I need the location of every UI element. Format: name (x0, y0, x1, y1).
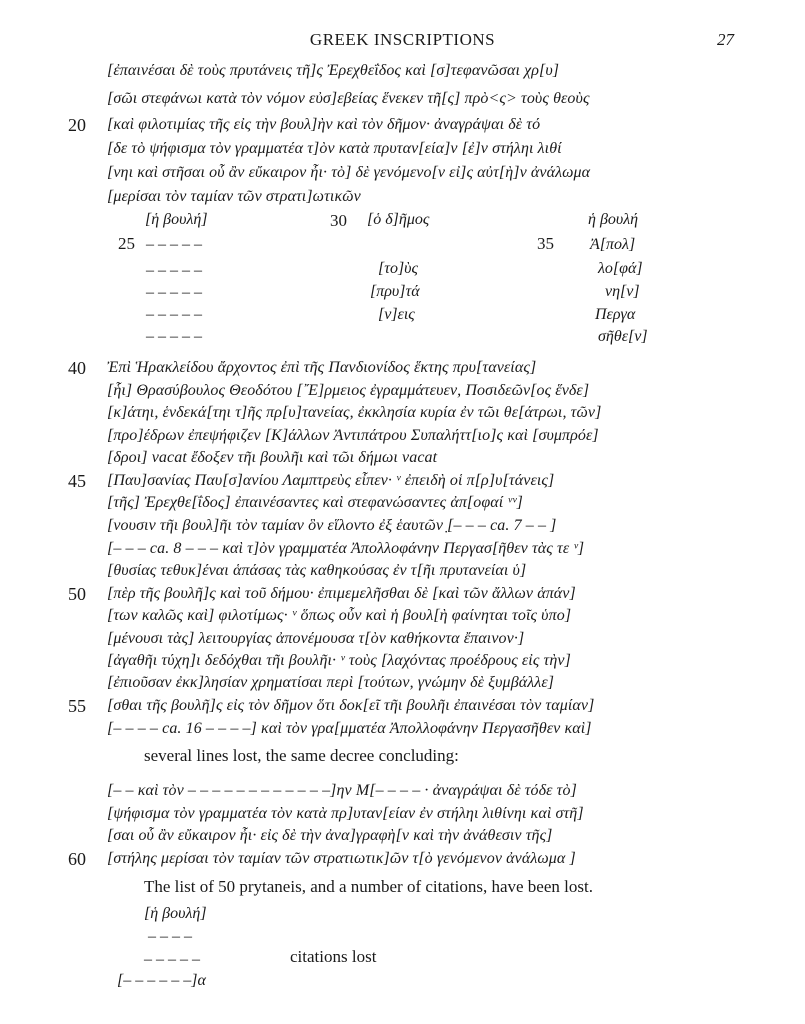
text-line: [δε τὸ ψήφισμα τὸν γραμματέα τ]ὸν κατὰ πρυταν[εία]ν [ἐ]ν στήληι λιθί (107, 140, 562, 157)
list-item: – – – – – (146, 284, 202, 301)
line-number: 35 (537, 234, 554, 253)
list-item: – – – – – (146, 328, 202, 345)
list-header: [ἡ βουλή] (144, 905, 207, 922)
line-number: 25 (118, 234, 135, 253)
line-number: 60 (68, 849, 86, 869)
list-header: [ὁ δ]ῆμος (367, 211, 430, 228)
line-number: 50 (68, 584, 86, 604)
text-line: [νηι καὶ στῆσαι οὗ ἂν εὔκαιρον ἦι· τὸ] δὲ γενόμενο[ν εἰ]ς αὐτ[ὴ]ν ἀνάλωμα (107, 164, 591, 181)
line-number: 40 (68, 358, 86, 378)
list-item: [πρυ]τά (370, 283, 420, 300)
list-item: Περγα (595, 306, 636, 323)
page-number: 27 (717, 30, 734, 49)
prytaneis-note: The list of 50 prytaneis, and a number of citations, have been lost. (144, 877, 593, 896)
list-item: – – – – – (146, 262, 202, 279)
text-line: [μερίσαι τὸν ταμίαν τῶν στρατι]ωτικῶν (107, 188, 361, 205)
list-item: λο[φά] (598, 260, 643, 277)
line-number: 30 (330, 211, 347, 230)
text-line: [σῶι στεφάνωι κατὰ τὸν νόμον εὐσ]εβείας ἕνεκεν τῆ[ς] πρὸ<ς> τοὺς θεοὺς (107, 90, 590, 107)
list-item: – – – – – (146, 236, 202, 253)
line-number: 45 (68, 471, 86, 491)
list-item: – – – – (148, 928, 192, 945)
list-item: [– – – – – –]α (117, 972, 206, 989)
lost-lines-note: several lines lost, the same decree concluding: (144, 746, 459, 765)
list-item: Ἀ[πολ] (590, 236, 636, 253)
line-number: 55 (68, 696, 86, 716)
line-number: 20 (68, 115, 86, 135)
citations-note: citations lost (290, 947, 377, 966)
text-line: [ἐπαινέσαι δὲ τοὺς πρυτάνεις τῆ]ς Ἐρεχθεΐδος καὶ [σ]τεφανῶσαι χρ[υ] (107, 62, 560, 79)
text-line: 20 [καὶ φιλοτιμίας τῆς εἰς τὴν βουλ]ὴν καὶ τὸν δῆμον· ἀναγράψαι δὲ τό (68, 115, 541, 135)
list-item: νη[ν] (605, 283, 640, 300)
list-item: [ν]εις (378, 306, 415, 323)
running-title: GREEK INSCRIPTIONS (309, 30, 496, 49)
list-header: ἡ βουλή (588, 211, 639, 228)
list-item: [το]ὺς (378, 260, 419, 277)
list-item: σῆθε[ν] (598, 328, 648, 345)
list-item: – – – – – (146, 306, 202, 323)
list-header: [ἡ βουλή] (145, 211, 208, 228)
list-item: – – – – – (144, 951, 200, 968)
